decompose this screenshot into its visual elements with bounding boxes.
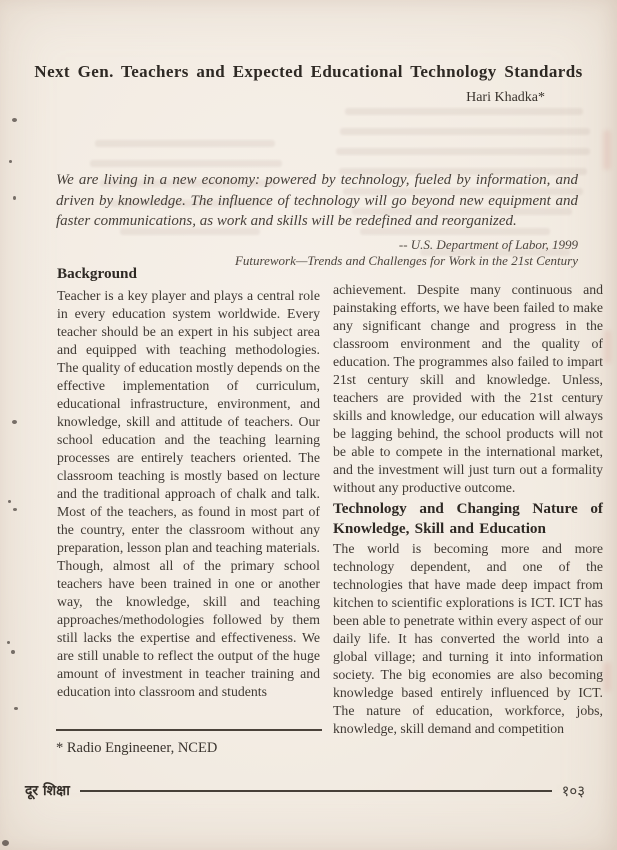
epigraph-text: We are living in a new economy: powered by technology, fueled by information, and driven by knowledge. The influence of technology will go beyond new equipment and faster communications, as work and skills will be redefined and reorganized. xyxy=(56,172,578,229)
scan-smudge xyxy=(604,330,611,364)
scan-bleedthrough xyxy=(345,108,583,115)
scan-speck xyxy=(12,420,17,424)
scan-speck xyxy=(14,707,18,710)
scan-smudge xyxy=(603,662,611,692)
section-heading-background: Background xyxy=(57,265,137,282)
article-body xyxy=(57,264,603,738)
right-column-paragraph-2: The world is becoming more and more technology dependent, and one of the technologies that have made deep impact from kitchen to scientific explorations is ICT. ICT has been able to penetrate within every aspect of our daily life. It has converted the world into a global village; and turning it into information society. The big economies are also becoming knowledge based entirely influenced by ICT. The nature of education, workforce, jobs, knowledge, skill demand and competition xyxy=(333,541,603,736)
left-column xyxy=(57,264,320,738)
journal-title: दूर शिक्षा xyxy=(25,783,70,799)
epigraph-source: Futurework—Trends and Challenges for Work in the 21st Century xyxy=(234,252,578,268)
scan-speck xyxy=(11,650,15,654)
right-column-paragraph-1: achievement. Despite many continuous and painstaking efforts, we have been failed to make any significant change and progress in the classroom environment and the quality of education. The programmes also failed to impart 21st century skill and knowledge. Unless, teachers are provided with the 21st century skills and knowledge, our education will always be lagging behind, the school products will not be able to compete in the international market, and the investment will just turn out a formality without any productive outcome. xyxy=(333,282,603,495)
epigraph-block xyxy=(56,170,578,269)
section-heading-technology: Technology and Changing Nature of Knowledge, Skill and Education xyxy=(333,500,603,537)
scan-speck xyxy=(8,500,11,503)
epigraph-attribution: -- U.S. Department of Labor, 1999 xyxy=(398,236,578,252)
right-column xyxy=(333,264,603,738)
scan-bleedthrough xyxy=(95,140,275,147)
author-byline: Hari Khadka* xyxy=(466,90,545,105)
left-column-paragraph: Teacher is a key player and plays a central role in every education system worldwide. Every teacher should be an expert in his subject area and equipped with teaching methodologies. The quality of education mostly depends on the effective implementation of curriculum, educational infrastructure, environment, and knowledge, skill and attitude of teachers. Our school education and the teaching learning processes are entirely teachers oriented. The classroom teaching is mostly based on lecture and the traditional approach of chalk and talk. Most of the teachers, as found in most part of the country, enter the classroom without any preparation, lesson plan and teaching materials. Though, almost all of the primary school teachers have been trained in one or another way, the knowledge, skill and teaching approaches/methodologies followed by them still lacks the expertise and effectiveness. We are still unable to reflect the output of the huge amount of investment in teacher training and education into classroom and students xyxy=(57,287,320,699)
footer-rule xyxy=(80,790,552,792)
scan-speck xyxy=(7,641,10,644)
scan-speck xyxy=(2,840,9,846)
page-number: १०३ xyxy=(561,782,585,800)
scan-speck xyxy=(9,160,12,163)
article-title: Next Gen. Teachers and Expected Educational Technology Standards xyxy=(34,62,583,81)
scan-speck xyxy=(13,508,17,511)
scan-bleedthrough xyxy=(336,148,590,155)
scan-bleedthrough xyxy=(90,160,282,167)
scan-smudge xyxy=(603,130,611,170)
scan-bleedthrough xyxy=(340,128,590,135)
scan-speck xyxy=(13,196,16,200)
page-footer xyxy=(25,781,591,801)
author-footnote: * Radio Engineener, NCED xyxy=(56,729,322,757)
scan-speck xyxy=(12,118,17,122)
